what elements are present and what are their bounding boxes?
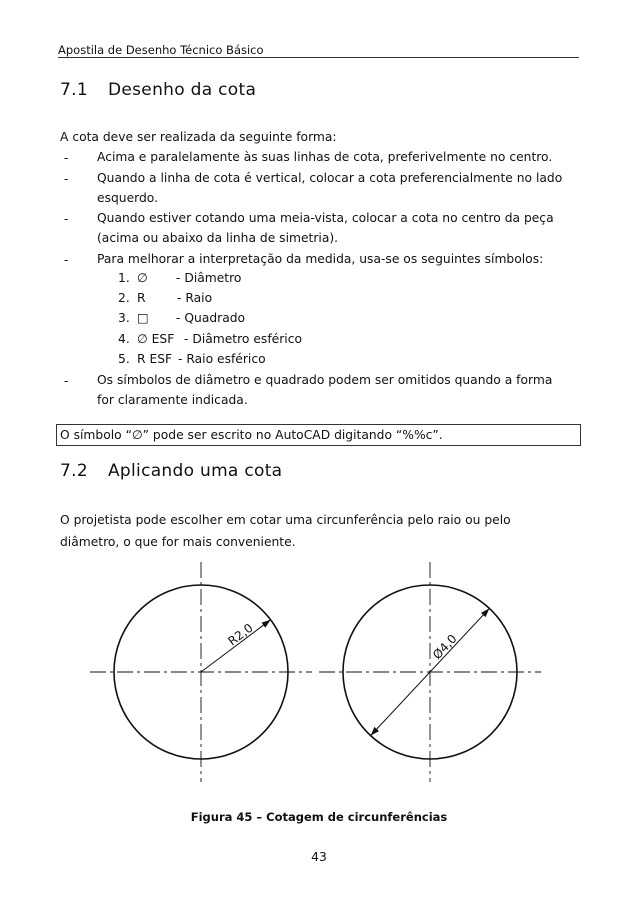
diameter-dimension-label: Ø4,0 (429, 631, 460, 663)
header-divider (58, 57, 579, 58)
figure-caption: Figura 45 – Cotagem de circunferências (190, 810, 448, 824)
symbol-num: 3. (118, 311, 130, 325)
symbol-desc: - Diâmetro (176, 271, 242, 285)
bullet-4-line-1: Para melhorar a interpretação da medida, usa-se os seguintes símbolos: (97, 252, 544, 266)
bullet-marker: - (64, 151, 69, 165)
bullet-3-line-1: Quando estiver cotando uma meia-vista, colocar a cota no centro da peça (97, 211, 554, 225)
autocad-note-box (56, 424, 581, 446)
bullet-2-line-2: esquerdo. (97, 191, 158, 205)
symbol-glyph: R (137, 291, 146, 305)
bullet-marker: - (64, 172, 69, 186)
radius-circle-drawing (90, 562, 312, 782)
bullet-marker: - (64, 374, 69, 388)
page-header: Apostila de Desenho Técnico Básico (58, 43, 264, 57)
section-7-1-heading (60, 80, 256, 100)
section-7-2-paragraph-line-2: diâmetro, o que for mais conveniente. (60, 535, 296, 549)
symbol-num: 1. (118, 271, 130, 285)
symbol-glyph: R ESF (137, 352, 173, 366)
radius-dimension-label: R2,0 (225, 620, 256, 649)
symbol-glyph: ∅ (137, 271, 148, 285)
symbol-num: 2. (118, 291, 130, 305)
section-title: Desenho da cota (108, 80, 257, 100)
autocad-note-text: O símbolo “∅” pode ser escrito no AutoCAD digitando “%%c”. (60, 428, 443, 442)
section-title: Aplicando uma cota (108, 461, 283, 481)
page-number: 43 (311, 850, 327, 864)
symbol-glyph: ∅ ESF (137, 332, 175, 346)
symbol-desc: - Diâmetro esférico (184, 332, 302, 346)
symbol-desc: - Raio esférico (178, 352, 266, 366)
bullet-5-line-1: Os símbolos de diâmetro e quadrado podem ser omitidos quando a forma (97, 373, 553, 387)
symbol-desc: - Raio (177, 291, 213, 305)
circle-dimensioning-figure (60, 560, 580, 800)
section-number: 7.1 (60, 80, 88, 100)
symbol-desc: - Quadrado (176, 311, 246, 325)
bullet-marker: - (64, 212, 69, 226)
diameter-circle-drawing (319, 562, 541, 782)
section-7-2-heading (60, 461, 282, 481)
bullet-5-line-2: for claramente indicada. (97, 393, 248, 407)
section-number: 7.2 (60, 461, 88, 481)
symbol-num: 4. (118, 332, 130, 346)
intro-text: A cota deve ser realizada da seguinte forma: (60, 130, 337, 144)
bullet-1-line-1: Acima e paralelamente às suas linhas de cota, preferivelmente no centro. (97, 150, 553, 164)
bullet-2-line-1: Quando a linha de cota é vertical, colocar a cota preferencialmente no lado (97, 171, 563, 185)
bullet-3-line-2: (acima ou abaixo da linha de simetria). (97, 231, 339, 245)
symbol-num: 5. (118, 352, 130, 366)
symbol-glyph: □ (137, 311, 149, 325)
bullet-marker: - (64, 253, 69, 267)
section-7-2-paragraph-line-1: O projetista pode escolher em cotar uma circunferência pelo raio ou pelo (60, 513, 511, 527)
